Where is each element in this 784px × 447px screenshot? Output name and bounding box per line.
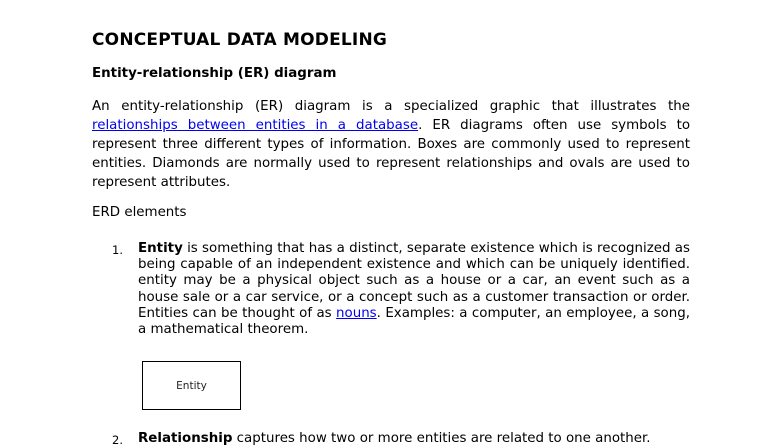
entity-text-after-link: . Examples: a computer, an employee, a song, a mathematical theorem. (138, 305, 690, 338)
relationship-paragraph (138, 431, 713, 447)
entity-text-before-link: is something that has a distinct, separate existence which is recognized as being capable of an independent existence and which can be uniquely identified. entity may be a physical object such as a house or a car, an event such as a house sale or a car service, or a concept such as a customer transaction or order. Entities can be thought of as (138, 241, 690, 321)
list-number: 1. (112, 243, 123, 257)
entity-term: Entity (138, 241, 183, 256)
section-subtitle: Entity-relationship (ER) diagram (92, 66, 337, 81)
relationship-term: Relationship (138, 431, 233, 446)
intro-text-before-link: An entity-relationship (ER) diagram is a specialized graphic that illustrates the (92, 99, 690, 114)
nouns-link[interactable]: nouns (336, 305, 377, 321)
erd-elements-heading: ERD elements (92, 205, 187, 220)
list-number: 2. (112, 433, 123, 447)
relationship-text: captures how two or more entities are related to one another. (232, 431, 651, 446)
entity-box-label: Entity (176, 379, 207, 392)
entity-paragraph (138, 241, 690, 338)
relationships-link[interactable]: relationships between entities in a database (92, 118, 419, 133)
intro-text-after-link: . ER diagrams often use symbols to represent three different types of information. Boxes are commonly used to represent entities. Diamonds are normally used to represent relationships and ovals are used to represent attributes. (92, 118, 691, 190)
page-title: CONCEPTUAL DATA MODELING (92, 30, 388, 50)
entity-box-diagram (142, 361, 241, 410)
intro-paragraph (92, 97, 690, 192)
